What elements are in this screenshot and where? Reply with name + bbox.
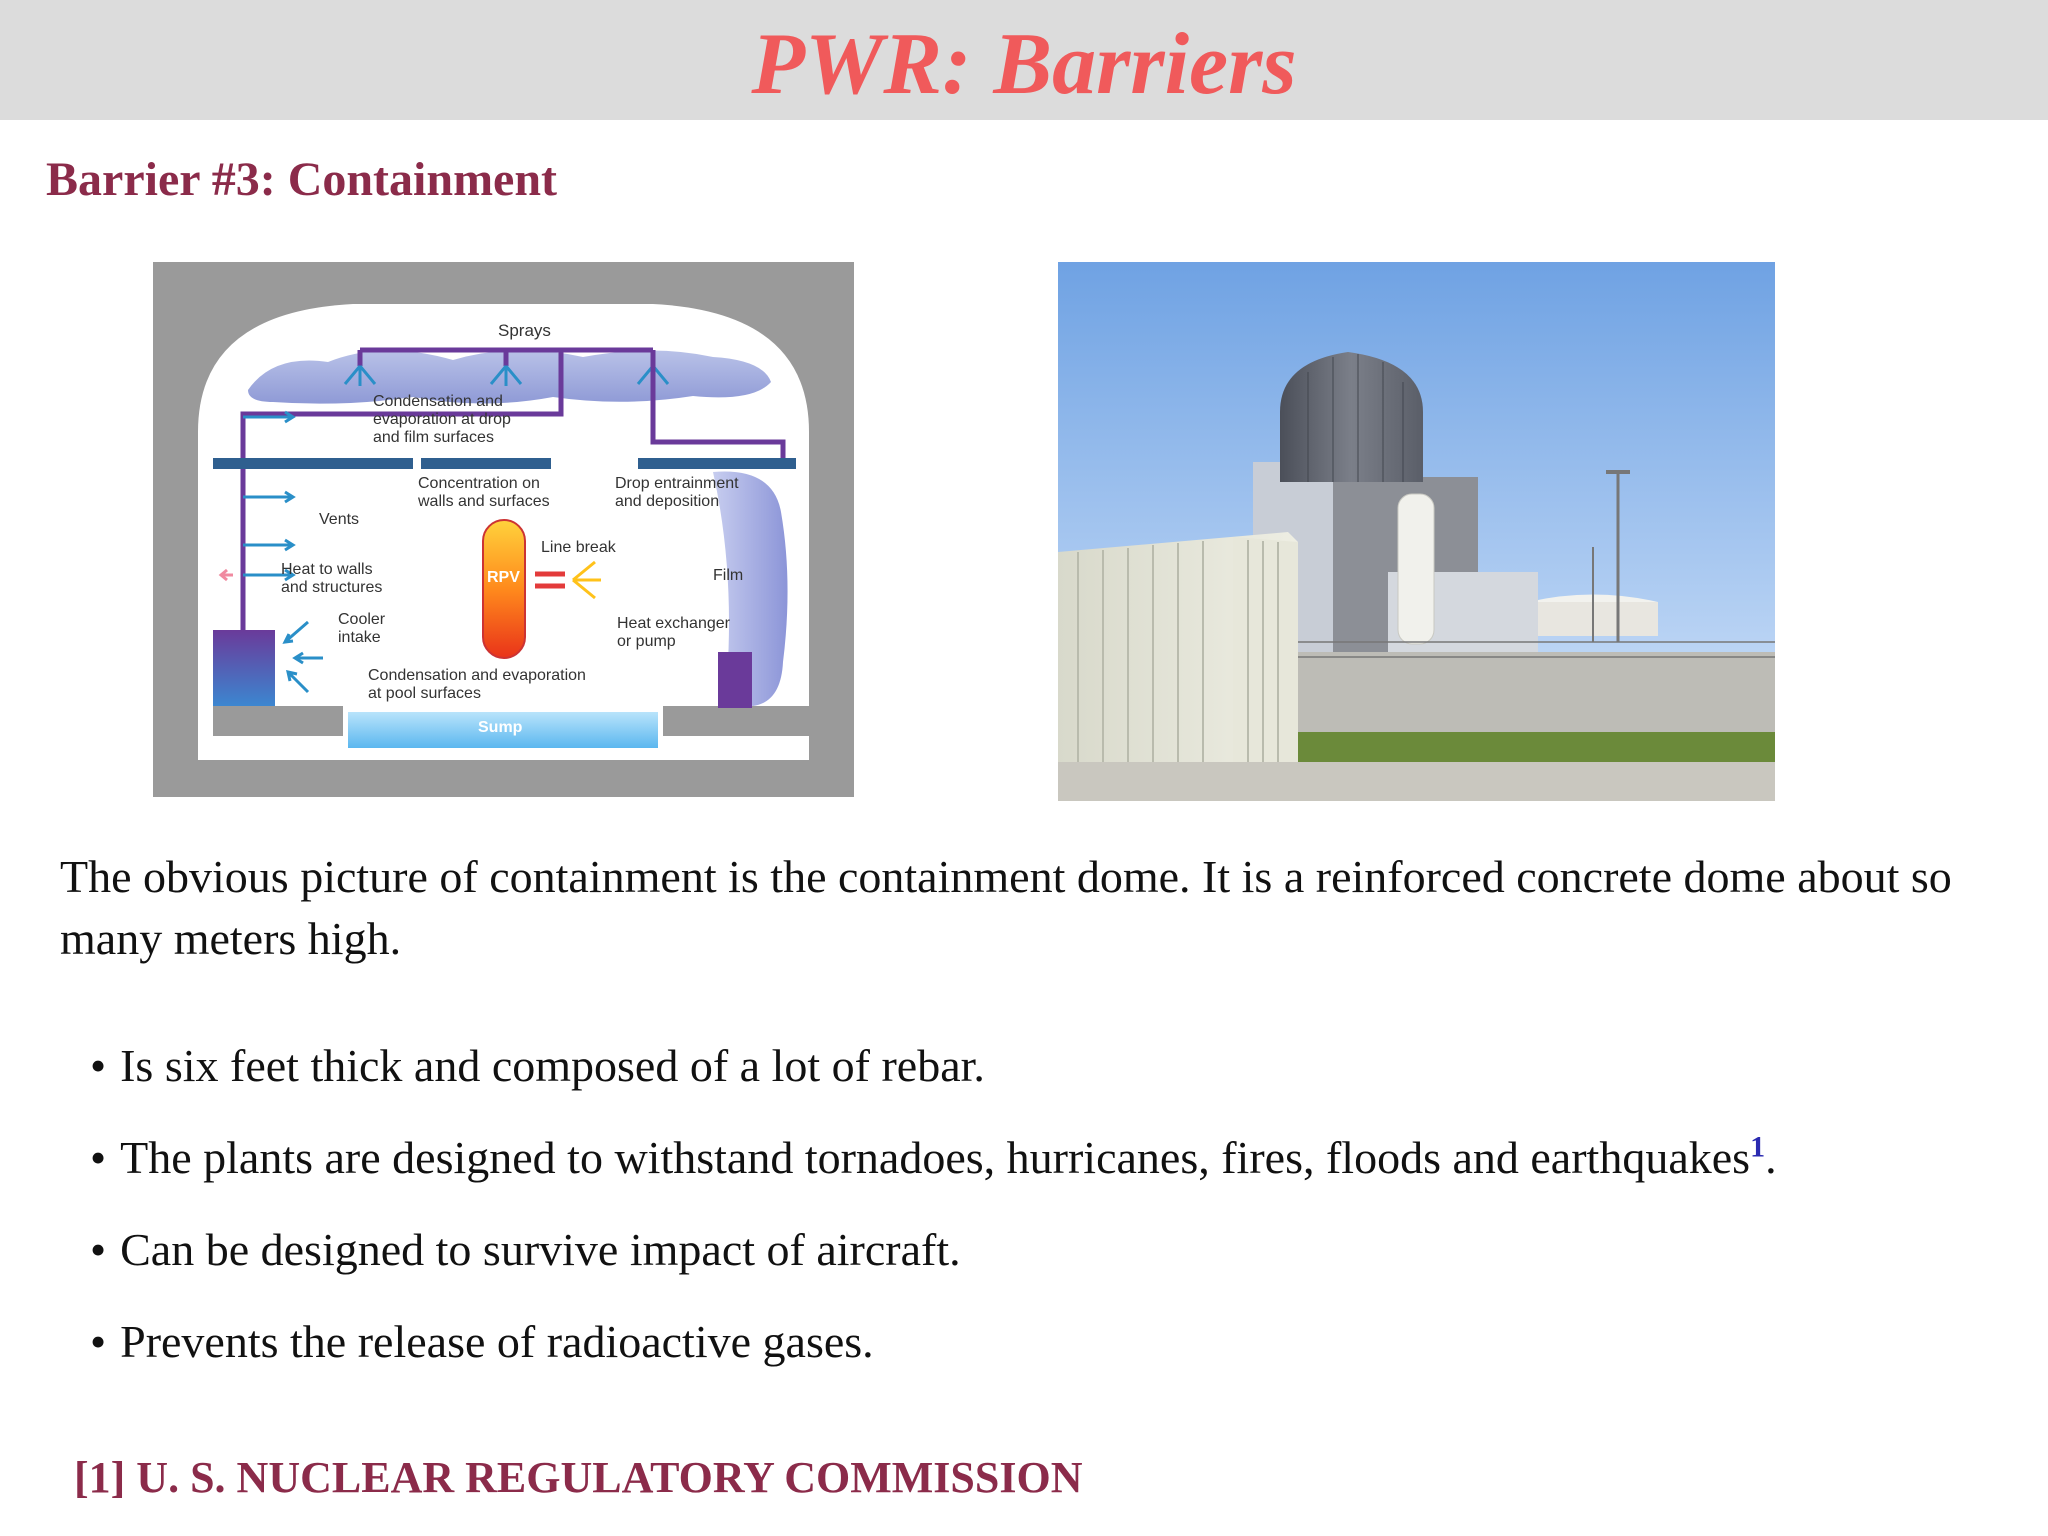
bullet-item: • Is six feet thick and composed of a lot of rebar.: [90, 1040, 985, 1091]
label-heat-exchanger-1: Heat exchanger: [617, 615, 730, 632]
label-heat-walls-1: Heat to walls: [281, 561, 373, 578]
label-drop-entrainment-2: and deposition: [615, 493, 720, 510]
gravel: [1058, 762, 1775, 801]
rpv-vessel: [483, 520, 525, 658]
containment-dome-photo-svg: [1058, 262, 1775, 801]
label-drop-entrainment-1: Drop entrainment: [615, 475, 739, 492]
label-concentration-2: walls and surfaces: [418, 493, 550, 510]
body-paragraph: The obvious picture of containment is the containment dome. It is a reinforced concrete dome about so many meters high.: [60, 851, 1952, 964]
bullet-text: Prevents the release of radioactive gases.: [120, 1316, 874, 1367]
label-concentration-1: Concentration on: [418, 475, 540, 492]
label-condensation-1: Condensation and: [373, 393, 503, 410]
label-heat-exchanger-2: or pump: [617, 633, 676, 650]
label-condensation-2: evaporation at drop: [373, 411, 511, 428]
storage-tank: [1398, 494, 1434, 644]
slide-title: PWR: Barriers: [751, 16, 1297, 113]
left-tank: [213, 630, 275, 706]
label-sprays: Sprays: [498, 321, 551, 340]
bullet-end-punctuation: .: [1765, 1132, 1777, 1183]
bullet-list: [90, 1036, 2030, 1404]
containment-dome: [1280, 352, 1423, 482]
right-floor-block: [663, 706, 809, 736]
containment-dome-photo: [1058, 262, 1775, 801]
label-heat-walls-2: and structures: [281, 579, 383, 596]
floor-shelf-right: [638, 458, 796, 469]
containment-diagram-svg: [153, 262, 854, 797]
heat-exchanger: [718, 652, 752, 708]
bullet-item: • The plants are designed to withstand tornadoes, hurricanes, fires, floods and earthquakes$^1$.: [90, 1130, 1777, 1183]
bullet-item: • Can be designed to survive impact of aircraft.: [90, 1224, 961, 1275]
label-pool-2: at pool surfaces: [368, 685, 481, 702]
bullet-text: Can be designed to survive impact of aircraft.: [120, 1224, 961, 1275]
label-line-break: Line break: [541, 539, 616, 556]
footnote-ref[interactable]: 1: [1750, 1130, 1766, 1164]
label-condensation-3: and film surfaces: [373, 429, 494, 446]
section-subtitle: Barrier #3: Containment: [46, 153, 558, 206]
bullet-item: • Prevents the release of radioactive gases.: [90, 1316, 874, 1367]
label-film: Film: [713, 567, 744, 584]
floor-shelf-center: [421, 458, 551, 469]
label-cooler-2: intake: [338, 629, 381, 646]
label-sump: Sump: [478, 719, 523, 736]
left-floor-block: [213, 706, 343, 736]
label-cooler-1: Cooler: [338, 611, 386, 628]
label-rpv: RPV: [487, 569, 520, 586]
footnote: [1] U. S. NUCLEAR REGULATORY COMMISSION: [74, 1453, 1083, 1502]
label-vents: Vents: [319, 511, 360, 528]
bullet-text: Is six feet thick and composed of a lot of rebar.: [120, 1040, 985, 1091]
floor-shelf-left: [213, 458, 413, 469]
bullet-text: The plants are designed to withstand tornadoes, hurricanes, fires, floods and earthquakes: [120, 1132, 1751, 1183]
containment-diagram: [153, 262, 854, 797]
label-pool-1: Condensation and evaporation: [368, 667, 586, 684]
